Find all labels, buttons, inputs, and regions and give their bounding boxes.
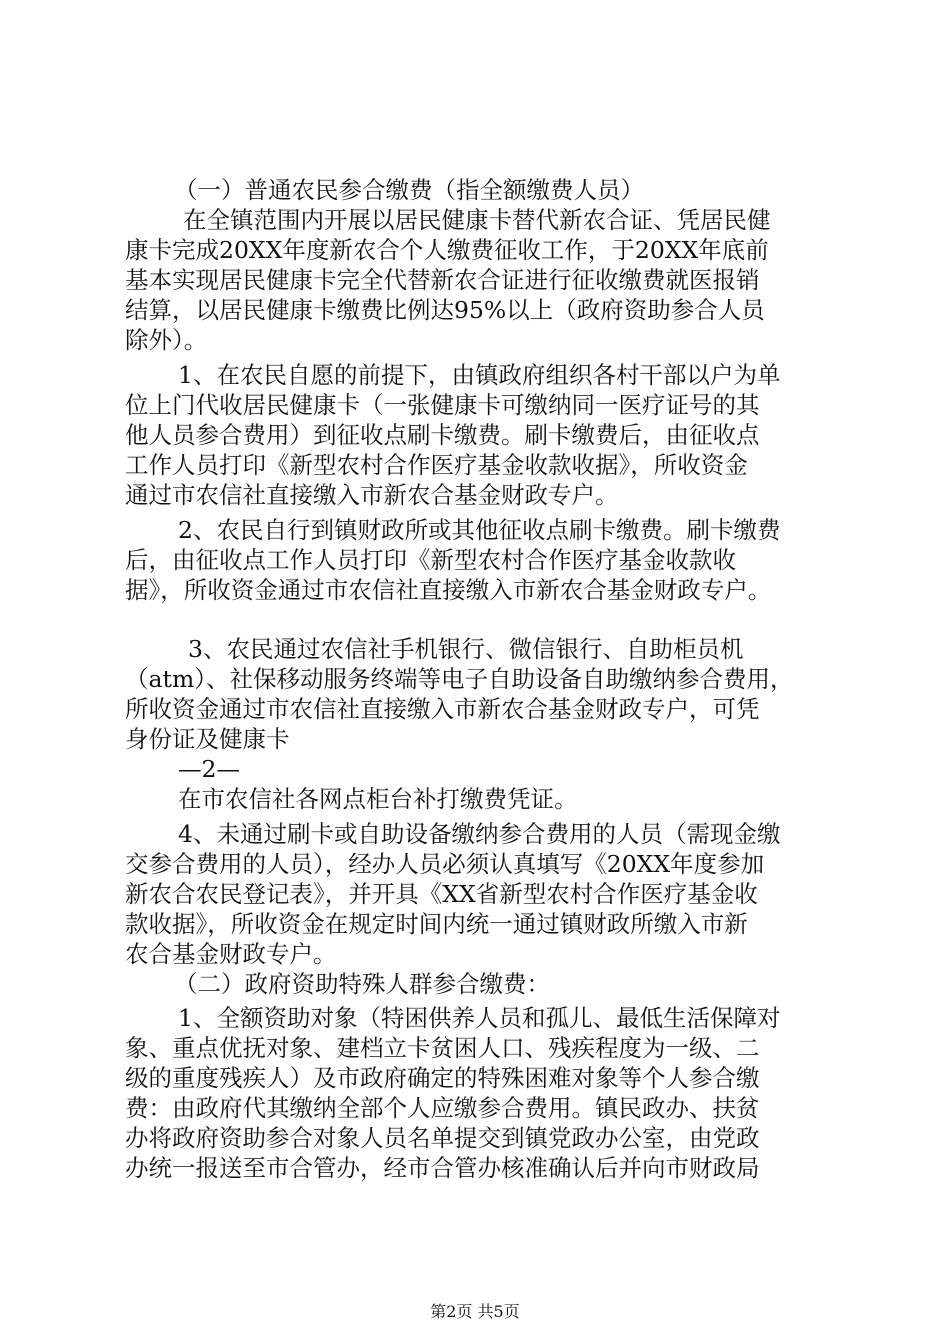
paragraph-line: 基本实现居民健康卡完全代替新农合证进行征收缴费就医报销 — [125, 266, 760, 294]
paragraph-line: 2、农民自行到镇财政所或其他征收点刷卡缴费。刷卡缴费 — [178, 516, 781, 544]
section-heading: （二）政府资助特殊人群参合缴费： — [174, 970, 550, 998]
paragraph-line: 办统一报送至市合管办，经市合管办核准确认后并向市财政局 — [125, 1154, 760, 1182]
paragraph-line: 在市农信社各网点柜台补打缴费凭证。 — [178, 785, 578, 813]
paragraph-line: 4、未通过刷卡或自助设备缴纳参合费用的人员（需现金缴 — [178, 820, 781, 848]
paragraph-line: 所收资金通过市农信社直接缴入市新农合基金财政专户，可凭 — [125, 695, 760, 723]
section-heading: （一）普通农民参合缴费（指全额缴费人员） — [174, 176, 644, 204]
paragraph-line: 费：由政府代其缴纳全部个人应缴参合费用。镇民政办、扶贫 — [125, 1094, 760, 1122]
paragraph-line: 农合基金财政专户。 — [125, 940, 337, 968]
paragraph-line: 新农合农民登记表》，并开具《XX省新型农村合作医疗基金收 — [125, 880, 758, 908]
paragraph-line: 位上门代收居民健康卡（一张健康卡可缴纳同一医疗证号的其 — [125, 391, 760, 419]
inline-page-number: —2— — [178, 755, 240, 783]
paragraph-line: （atm）、社保移动服务终端等电子自助设备自助缴纳参合费用， — [125, 665, 794, 693]
paragraph-line: 除外）。 — [125, 326, 208, 354]
paragraph-line: 身份证及健康卡 — [125, 725, 290, 753]
paragraph-line: 在全镇范围内开展以居民健康卡替代新农合证、凭居民健 — [183, 206, 771, 234]
paragraph-line: 通过市农信社直接缴入市新农合基金财政专户。 — [125, 481, 619, 509]
paragraph-line: 结算，以居民健康卡缴费比例达95%以上（政府资助参合人员 — [125, 296, 765, 324]
paragraph-line: 级的重度残疾人）及市政府确定的特殊困难对象等个人参合缴 — [125, 1064, 760, 1092]
paragraph-line: 后，由征收点工作人员打印《新型农村合作医疗基金收款收 — [125, 546, 736, 574]
paragraph-line: 据》，所收资金通过市农信社直接缴入市新农合基金财政专户。 — [125, 576, 772, 604]
paragraph-line: 款收据》，所收资金在规定时间内统一通过镇财政所缴入市新 — [125, 910, 748, 938]
paragraph-line: 工作人员打印《新型农村合作医疗基金收款收据》，所收资金 — [125, 451, 748, 479]
paragraph-line: 象、重点优抚对象、建档立卡贫困人口、残疾程度为一级、二 — [125, 1034, 760, 1062]
paragraph-line: 1、全额资助对象（特困供养人员和孤儿、最低生活保障对 — [178, 1004, 781, 1032]
paragraph-line: 1、在农民自愿的前提下，由镇政府组织各村干部以户为单 — [178, 361, 781, 389]
paragraph-line: 康卡完成20XX年度新农合个人缴费征收工作，于20XX年底前 — [125, 236, 769, 264]
paragraph-line: 他人员参合费用）到征收点刷卡缴费。刷卡缴费后，由征收点 — [125, 421, 760, 449]
paragraph-line: 交参合费用的人员），经办人员必须认真填写《20XX年度参加 — [125, 850, 765, 878]
page-footer: 第2页 共5页 — [430, 1302, 520, 1321]
paragraph-line: 3、农民通过农信社手机银行、微信银行、自助柜员机 — [188, 635, 744, 663]
paragraph-line: 办将政府资助参合对象人员名单提交到镇党政办公室，由党政 — [125, 1124, 760, 1152]
